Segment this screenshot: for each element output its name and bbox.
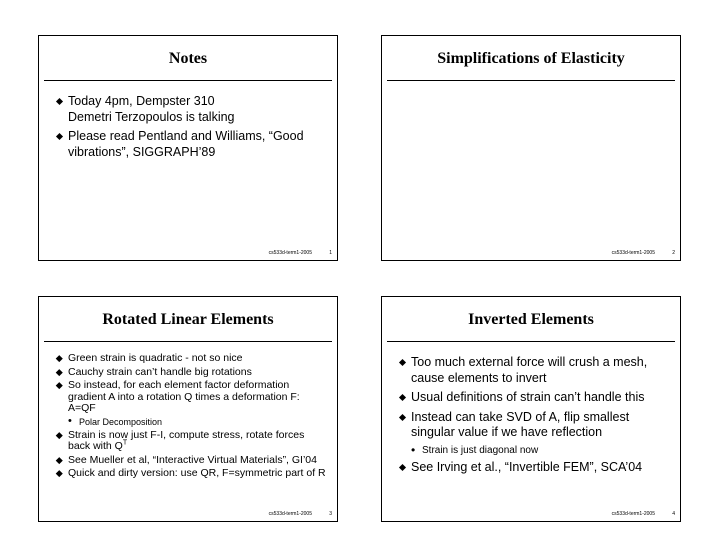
bullet-list [56,353,329,482]
bullet-item: Too much external force will crush a mesh, cause elements to invert [399,355,672,386]
sub-bullet-item: • Strain is just diagonal now [411,445,672,457]
bullet-text: Strain is now just F-I, compute stress, rotate forces back with Q [68,428,305,452]
slide-footer: cs533d-term1-2005 [611,511,655,517]
slide-number: 3 [329,511,332,517]
superscript: T [122,439,128,447]
bullet-item: Quick and dirty version: use QR, F=symmetric part of R [56,468,329,480]
slide-title: Notes [168,50,208,67]
bullet-line: Demetri Terzopoulos is talking [68,109,235,124]
bullet-item: See Mueller et al, “Interactive Virtual Materials”, GI’04 [56,455,329,467]
slide-notes [38,35,338,261]
title-rule [44,80,332,81]
bullet-item [56,94,329,125]
title-rule [387,80,675,81]
slide-title: Simplifications of Elasticity [437,50,625,67]
title-rule [44,341,332,342]
bullet-line: Today 4pm, Dempster 310 [68,94,215,108]
slide-inverted-elements [381,296,681,522]
bullet-item [56,430,329,453]
bullet-item: Please read Pentland and Williams, “Good vibrations”, SIGGRAPH’89 [56,129,329,160]
slide-rotated-linear-elements [38,296,338,522]
slide-footer: cs533d-term1-2005 [268,511,312,517]
bullet-item: Usual definitions of strain can’t handle this [399,390,672,406]
slide-simplifications [381,35,681,261]
slide-footer: cs533d-term1-2005 [611,250,655,256]
bullet-item: Cauchy strain can’t handle big rotations [56,367,329,379]
bullet-list [399,355,672,479]
slide-number: 4 [672,511,675,517]
bullet-item: See Irving et al., “Invertible FEM”, SCA’04 [399,460,672,476]
slide-number: 1 [329,250,332,256]
title-rule [387,341,675,342]
bullet-item: So instead, for each element factor deformation gradient A into a rotation Q times a deformation F: A=QF [56,380,329,415]
sub-bullet-item: • Polar Decomposition [68,417,329,428]
bullet-list [56,94,329,164]
slide-footer: cs533d-term1-2005 [268,250,312,256]
slide-number: 2 [672,250,675,256]
bullet-item: Green strain is quadratic - not so nice [56,353,329,365]
bullet-item: Instead can take SVD of A, flip smallest singular value if we have reflection [399,410,672,441]
slide-title: Rotated Linear Elements [102,311,274,328]
slide-title: Inverted Elements [468,311,594,328]
